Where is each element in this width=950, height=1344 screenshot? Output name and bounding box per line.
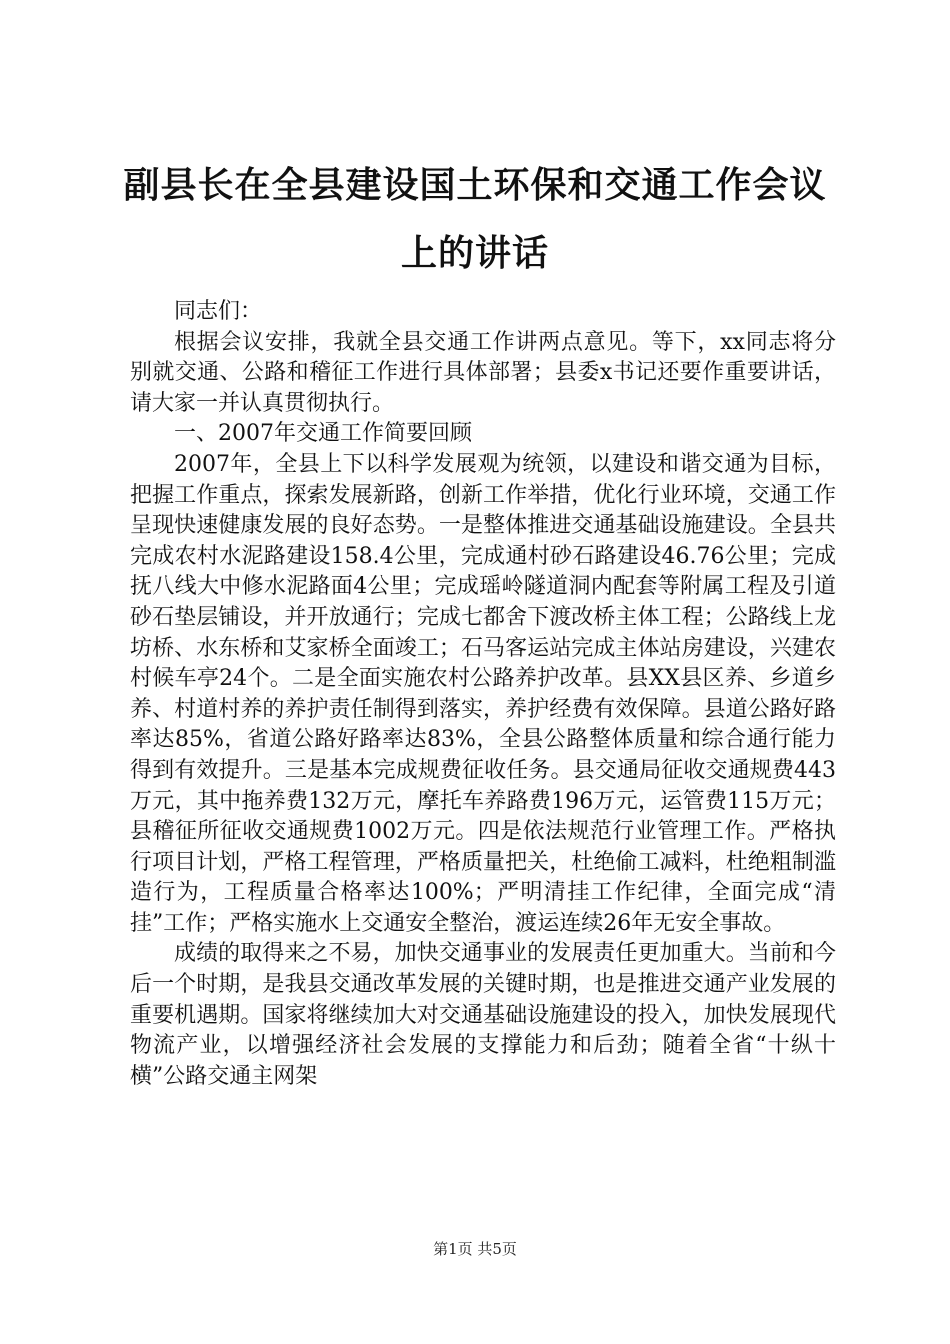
page-number-footer: 第1页 共5页 [433,1240,517,1258]
intro-paragraph: 根据会议安排，我就全县交通工作讲两点意见。等下，xx同志将分别就交通、公路和稽征工作进行具体部署；县委x书记还要作重要讲话，请大家一并认真贯彻执行。 [130,329,836,416]
outlook-paragraph: 成绩的取得来之不易，加快交通事业的发展责任更加重大。当前和今后一个时期，是我县交通改革发展的关键时期，也是推进交通产业发展的重要机遇期。国家将继续加大对交通基础设施建设的投入，加快发展现代物流产业，以增强经济社会发展的支撑能力和后劲；随着全省“十纵十横”公路交通主网架 [130,941,836,1089]
document-body [130,297,836,1092]
salutation-paragraph: 同志们： [174,299,263,324]
review-paragraph: 2007年，全县上下以科学发展观为统领，以建设和谐交通为目标，把握工作重点，探索发展新路，创新工作举措，优化行业环境，交通工作呈现快速健康发展的良好态势。一是整体推进交通基础设施建设。全县共完成农村水泥路建设158.4公里，完成通村砂石路建设46.76公里；完成抚八线大中修水泥路面4公里；完成瑶岭隧道洞内配套等附属工程及引道砂石垫层铺设，并开放通行；完成七都舍下渡改桥主体工程；公路线上龙坊桥、水东桥和艾家桥全面竣工；石马客运站完成主体站房建设，兴建农村候车亭24个。二是全面实施农村公路养护改革。县XX县区养、乡道乡养、村道村养的养护责任制得到落实，养护经费有效保障。县道公路好路率达85%，省道公路好路率达83%，全县公路整体质量和综合通行能力得到有效提升。三是基本完成规费征收任务。县交通局征收交通规费443万元，其中拖养费132万元，摩托车养路费196万元，运管费115万元；县稽征所征收交通规费1002万元。四是依法规范行业管理工作。严格执行项目计划，严格工程管理，严格质量把关，杜绝偷工减料，杜绝粗制滥造行为，工程质量合格率达100%；严明清挂工作纪律，全面完成“清挂”工作；严格实施水上交通安全整治，渡运连续26年无安全事故。 [130,451,836,936]
section-heading: 一、2007年交通工作简要回顾 [174,421,472,447]
document-title: 副县长在全县建设国土环保和交通工作会议上的讲话 [123,165,827,274]
